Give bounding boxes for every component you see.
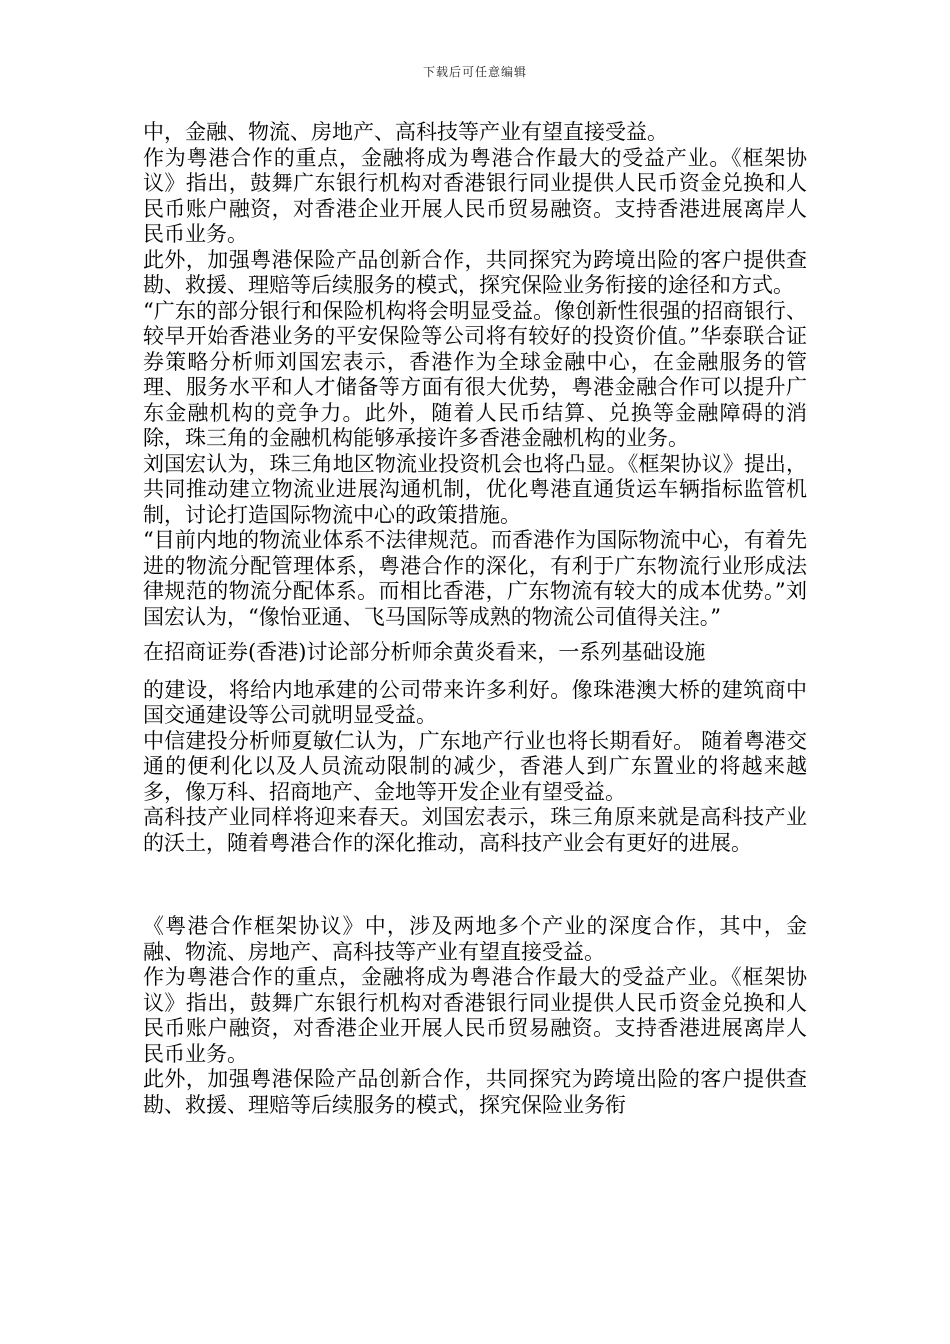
- paragraph: 此外，加强粤港保险产品创新合作，共同探究为跨境出险的客户提供查勘、救援、理赔等后续服务的模式，探究保险业务衔接的途径和方式。: [143, 247, 807, 297]
- paragraph: 在招商证券(香港)讨论部分析师余黄炎看来，一系列基础设施: [143, 640, 706, 664]
- paragraph: 作为粤港合作的重点，金融将成为粤港合作最大的受益产业。《框架协议》指出，鼓舞广东银行机构对香港银行同业提供人民币资金兑换和人民币账户融资，对香港企业开展人民币贸易融资。支持香港进展离岸人民币业务。: [143, 965, 807, 1066]
- paragraph: “目前内地的物流业体系不法律规范。而香港作为国际物流中心，有着先进的物流分配管理体系，粤港合作的深化，有利于广东物流行业形成法律规范的物流分配体系。而相比香港，广东物流有较大的成本优势。”刘国宏认为，“像怡亚通、飞马国际等成熟的物流公司值得关注。”: [143, 528, 807, 629]
- paragraph: 此外，加强粤港保险产品创新合作，共同探究为跨境出险的客户提供查勘、救援、理赔等后续服务的模式，探究保险业务衔: [143, 1067, 807, 1117]
- paragraph: 作为粤港合作的重点，金融将成为粤港合作最大的受益产业。《框架协议》指出，鼓舞广东银行机构对香港银行同业提供人民币资金兑换和人民币账户融资，对香港企业开展人民币贸易融资。支持香港进展离岸人民币业务。: [143, 145, 807, 246]
- paragraph: 中信建投分析师夏敏仁认为，广东地产行业也将长期看好。 随着粤港交通的便利化以及人员流动限制的减少，香港人到广东置业的将越来越多，像万科、招商地产、金地等开发企业有望受益。: [143, 728, 807, 804]
- paragraph: 的建设，将给内地承建的公司带来许多利好。像珠港澳大桥的建筑商中国交通建设等公司就明显受益。: [143, 677, 807, 727]
- paragraph: 中，金融、物流、房地产、高科技等产业有望直接受益。: [143, 120, 668, 144]
- paragraph: 《粤港合作框架协议》中，涉及两地多个产业的深度合作，其中，金融、物流、房地产、高科技等产业有望直接受益。: [143, 914, 807, 964]
- page-header: 下载后可任意编辑: [422, 65, 527, 79]
- paragraph: “广东的部分银行和保险机构将会明显受益。像创新性很强的招商银行、较早开始香港业务的平安保险等公司将有较好的投资价值。”华泰联合证券策略分析师刘国宏表示，香港作为全球金融中心，在金融服务的管理、服务水平和人才储备等方面有很大优势，粤港金融合作可以提升广东金融机构的竞争力。此外，随着人民币结算、兑换等金融障碍的消除，珠三角的金融机构能够承接许多香港金融机构的业务。: [143, 298, 807, 450]
- section-gap: [143, 856, 807, 914]
- paragraph: 高科技产业同样将迎来春天。刘国宏表示，珠三角原来就是高科技产业的沃土，随着粤港合作的深化推动，高科技产业会有更好的进展。: [143, 805, 807, 855]
- document-body: [143, 120, 807, 1118]
- paragraph: 刘国宏认为，珠三角地区物流业投资机会也将凸显。《框架协议》提出，共同推动建立物流业进展沟通机制，优化粤港直通货运车辆指标监管机制，讨论打造国际物流中心的政策措施。: [143, 451, 807, 527]
